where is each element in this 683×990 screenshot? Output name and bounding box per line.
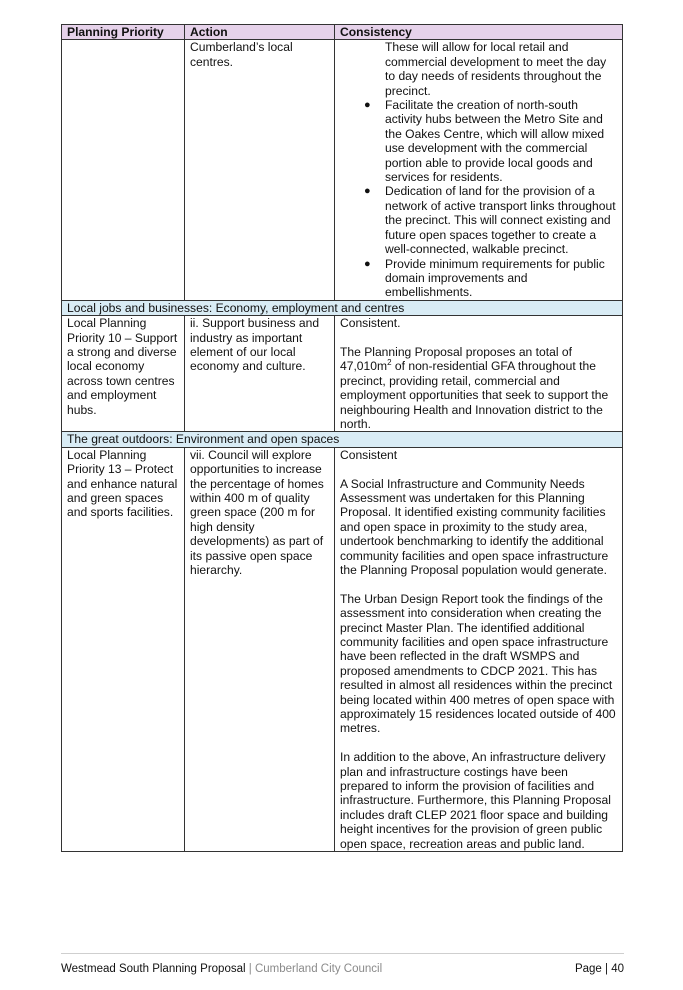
- gfa-text-end: of non-residential GFA throughout the precinct, providing retail, commercial and employment opportunities that seek to support the neighbouring Health and Innovation district to the north.: [340, 359, 609, 431]
- footer-title: Westmead South Planning Proposal: [61, 963, 246, 975]
- consistency-heading: Consistent: [340, 447, 398, 462]
- consistency-paragraph: In addition to the above, An infrastructure delivery plan and infrastructure costings have been prepared to inform the provision of facilities and infrastructure. Furthermore, this Planning Proposal includes draft CLEP 2021 floor space and building height incentives for the provision of green public open space, recreation areas and public land.: [340, 750, 611, 851]
- consistency-paragraph: [340, 345, 617, 431]
- header-action: Action: [185, 25, 335, 40]
- list-item: [364, 256, 617, 300]
- footer-document-title: [61, 963, 382, 975]
- bullet-text: Facilitate the creation of north-south activity hubs between the Metro Site and the Oakes Centre, which will allow mixed use development with the commercial portion able to provide local goods and services for residents.: [385, 98, 605, 185]
- table-row: [62, 316, 623, 432]
- consistency-cell: [335, 40, 623, 300]
- section-heading: Local jobs and businesses: Economy, employment and centres: [62, 300, 623, 315]
- section-row: [62, 300, 623, 315]
- gfa-text-start: The Planning Proposal proposes an total of 47,010m: [340, 344, 572, 374]
- footer-page-number: Page | 40: [574, 963, 624, 975]
- footer-council: Cumberland City Council: [254, 963, 383, 975]
- footer-separator: |: [248, 963, 252, 975]
- bullet-icon: ●: [364, 257, 371, 270]
- table-row: [62, 40, 623, 300]
- list-item: [364, 184, 617, 257]
- bullet-text: Dedication of land for the provision of a network of active transport links throughout the precinct. This will connect existing and future open spaces together to create a well-connected, walkable precinct.: [385, 184, 616, 257]
- consistency-cell: [335, 316, 623, 432]
- table-row: [62, 447, 623, 851]
- planning-priority-table: [61, 24, 623, 852]
- priority-cell: [62, 40, 185, 300]
- bullet-text: Provide minimum requirements for public domain improvements and embellishments.: [385, 256, 605, 300]
- page-footer: [61, 953, 624, 975]
- list-item: [364, 98, 617, 185]
- table-header-row: [62, 25, 623, 40]
- consistency-cell: [335, 447, 623, 851]
- consistency-bullet-list: [340, 98, 617, 300]
- header-planning-priority: Planning Priority: [62, 25, 185, 40]
- header-consistency: Consistency: [335, 25, 623, 40]
- action-cell: ii. Support business and industry as important element of our local economy and culture.: [185, 316, 335, 432]
- section-heading: The great outdoors: Environment and open spaces: [62, 432, 623, 447]
- consistency-lead-text: These will allow for local retail and commercial development to meet the day to day needs of residents throughout the precinct.: [385, 40, 607, 98]
- priority-cell: Local Planning Priority 13 – Protect and enhance natural and green spaces and sports facilities.: [62, 447, 185, 851]
- consistency-paragraph: The Urban Design Report took the findings of the assessment into consideration when creating the precinct Master Plan. The identified additional community facilities and open space infrastructure have been reflected in the draft WSMPS and proposed amendments to CDCP 2021. This has resulted in almost all residences within the precinct being located within 400 metres of open space with approximately 15 residences located outside of 400 metres.: [340, 591, 616, 736]
- priority-cell: Local Planning Priority 10 – Support a strong and diverse local economy across town centres and employment hubs.: [62, 316, 185, 432]
- section-row: [62, 432, 623, 447]
- bullet-icon: ●: [364, 185, 371, 198]
- action-cell: Cumberland’s local centres.: [185, 40, 335, 300]
- action-cell: vii. Council will explore opportunities to increase the percentage of homes within 400 m of quality green space (200 m for high density developments) as part of its passive open space hierarchy.: [185, 447, 335, 851]
- consistency-paragraph: A Social Infrastructure and Community Needs Assessment was undertaken for this Planning Proposal. It identified existing community facilities and open space in proximity to the study area, undertook benchmarking to identify the additional community facilities and open space infrastructure the Planning Proposal population would generate.: [340, 476, 609, 577]
- consistency-heading: Consistent.: [340, 316, 401, 331]
- superscript-2: 2: [387, 358, 392, 368]
- bullet-icon: ●: [364, 99, 371, 112]
